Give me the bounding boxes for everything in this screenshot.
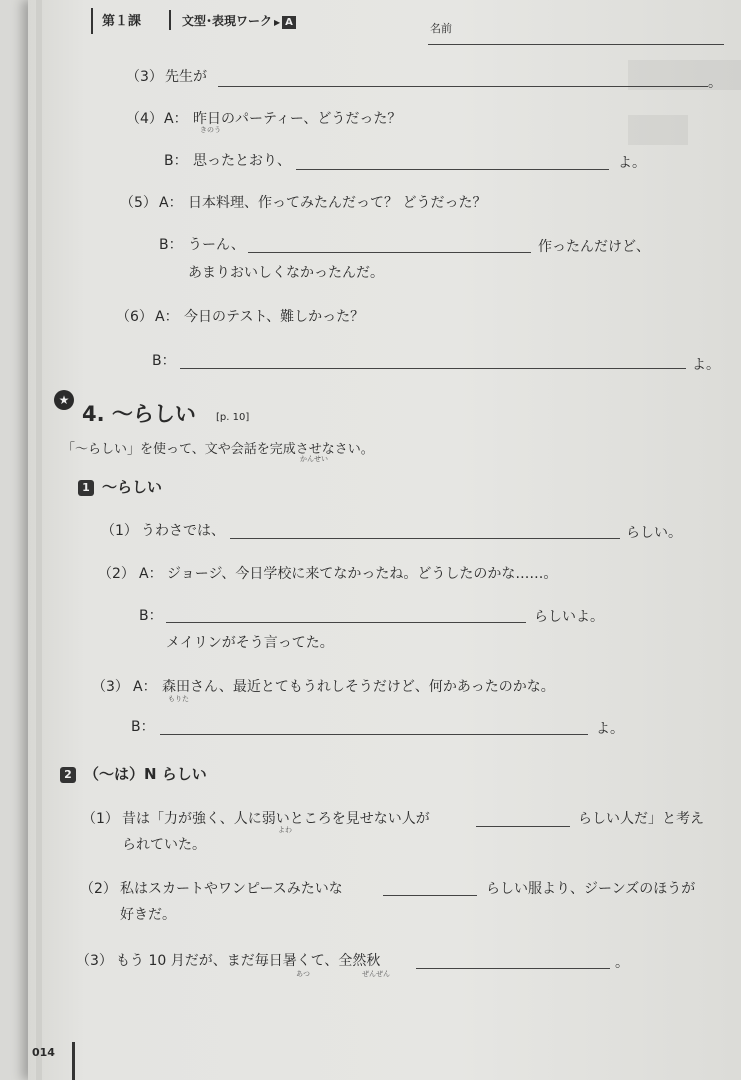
- speaker-b: B：: [159, 237, 183, 253]
- item-end: よ。: [692, 357, 720, 373]
- answer-blank[interactable]: [416, 968, 610, 969]
- section-instruction: 「～らしい」を使って、文や会話を完成させなさい。: [62, 442, 374, 457]
- item-end: よ。: [596, 721, 624, 737]
- item-text: 森田さん、最近とてもうれしそうだけど、何かあったのかな。: [162, 679, 555, 695]
- item-end: よ。: [618, 155, 646, 171]
- answer-blank[interactable]: [218, 86, 708, 87]
- part-number-badge: 1: [78, 480, 94, 496]
- section-tag: A: [282, 16, 296, 29]
- footer-bar: [72, 1042, 75, 1080]
- item-number: （2）: [98, 566, 135, 582]
- furigana: きのう: [200, 126, 221, 134]
- play-icon: ▶: [274, 18, 281, 27]
- furigana: あつ: [296, 970, 310, 978]
- furigana: よわ: [278, 826, 292, 834]
- item-text: 思ったとおり、: [193, 153, 291, 169]
- answer-blank[interactable]: [160, 734, 588, 735]
- item-continuation: メイリンがそう言ってた。: [166, 635, 334, 651]
- answer-blank[interactable]: [248, 252, 531, 253]
- speaker-b: B：: [152, 353, 176, 369]
- part-number-badge: 2: [60, 767, 76, 783]
- name-label: 名前: [430, 22, 452, 35]
- name-field-line[interactable]: [428, 44, 724, 45]
- show-through: [628, 115, 688, 145]
- lesson-label: 第１課: [102, 14, 142, 29]
- item-number: （4）: [126, 111, 163, 127]
- page-reference: [p. 10]: [216, 412, 250, 423]
- speaker-b: B：: [164, 153, 188, 169]
- section-label: 文型･表現ワーク ▶ A: [182, 12, 296, 29]
- item-text: 先生が: [165, 69, 207, 85]
- section-title: 4. ～らしい: [82, 402, 196, 426]
- part-heading: 1 ～らしい: [78, 476, 162, 497]
- item-end: らしいよ。: [534, 609, 604, 625]
- speaker-a: A：: [133, 679, 157, 695]
- speaker-a: A：: [164, 111, 188, 127]
- star-icon: ★: [54, 390, 74, 410]
- answer-blank[interactable]: [296, 169, 609, 170]
- item-continuation: あまりおいしくなかったんだ。: [188, 265, 384, 281]
- item-end: 。: [615, 955, 629, 971]
- speaker-b: B：: [139, 608, 163, 624]
- item-text: 昨日のパーティー、どうだった？: [193, 111, 402, 127]
- item-number: （1）: [82, 811, 119, 827]
- header-divider: [169, 10, 171, 30]
- item-end: 。: [708, 75, 722, 91]
- speaker-a: A：: [159, 195, 183, 211]
- page-edge: [36, 0, 42, 1080]
- item-number: （3）: [92, 679, 129, 695]
- item-text: 今日のテスト、難しかった？: [184, 309, 365, 325]
- item-number: （5）: [120, 195, 157, 211]
- item-number: （3）: [126, 69, 163, 85]
- header-bar: [91, 8, 93, 34]
- item-text: うーん、: [188, 237, 245, 253]
- answer-blank[interactable]: [383, 895, 477, 896]
- item-text: うわさでは、: [141, 523, 225, 539]
- item-mid: らしい服より、ジーンズのほうが: [486, 881, 696, 897]
- item-number: （3）: [76, 953, 113, 969]
- answer-blank[interactable]: [230, 538, 620, 539]
- item-number: （1）: [101, 523, 138, 539]
- answer-blank[interactable]: [180, 368, 686, 369]
- speaker-b: B：: [131, 719, 155, 735]
- furigana: もりた: [168, 695, 189, 703]
- speaker-a: A：: [139, 566, 163, 582]
- item-text: 私はスカートやワンピースみたいな: [120, 881, 343, 897]
- item-text: ジョージ、今日学校に来てなかったね。どうしたのかな……。: [167, 566, 558, 582]
- item-text: もう 10 月だが、まだ毎日暑くて、全然秋: [116, 953, 381, 969]
- item-continuation: 好きだ。: [120, 907, 176, 923]
- item-text: 日本料理、作ってみたんだって？ どうだった？: [188, 195, 487, 211]
- speaker-a: A：: [155, 309, 179, 325]
- answer-blank[interactable]: [476, 826, 570, 827]
- item-mid: らしい人だ」と考え: [578, 811, 704, 827]
- item-number: （2）: [80, 881, 117, 897]
- furigana: ぜんぜん: [362, 970, 390, 978]
- page-number: 014: [32, 1046, 55, 1059]
- part-heading: 2 （～は）N らしい: [60, 763, 207, 784]
- item-mid: 作ったんだけど、: [538, 239, 650, 255]
- item-end: らしい。: [626, 525, 682, 541]
- item-number: （6）: [116, 309, 153, 325]
- item-continuation: られていた。: [122, 837, 206, 853]
- workbook-page: [28, 0, 741, 1080]
- answer-blank[interactable]: [166, 622, 526, 623]
- furigana: かんせい: [300, 455, 328, 463]
- item-text: 昔は「力が強く、人に弱いところを見せない人が: [122, 811, 430, 827]
